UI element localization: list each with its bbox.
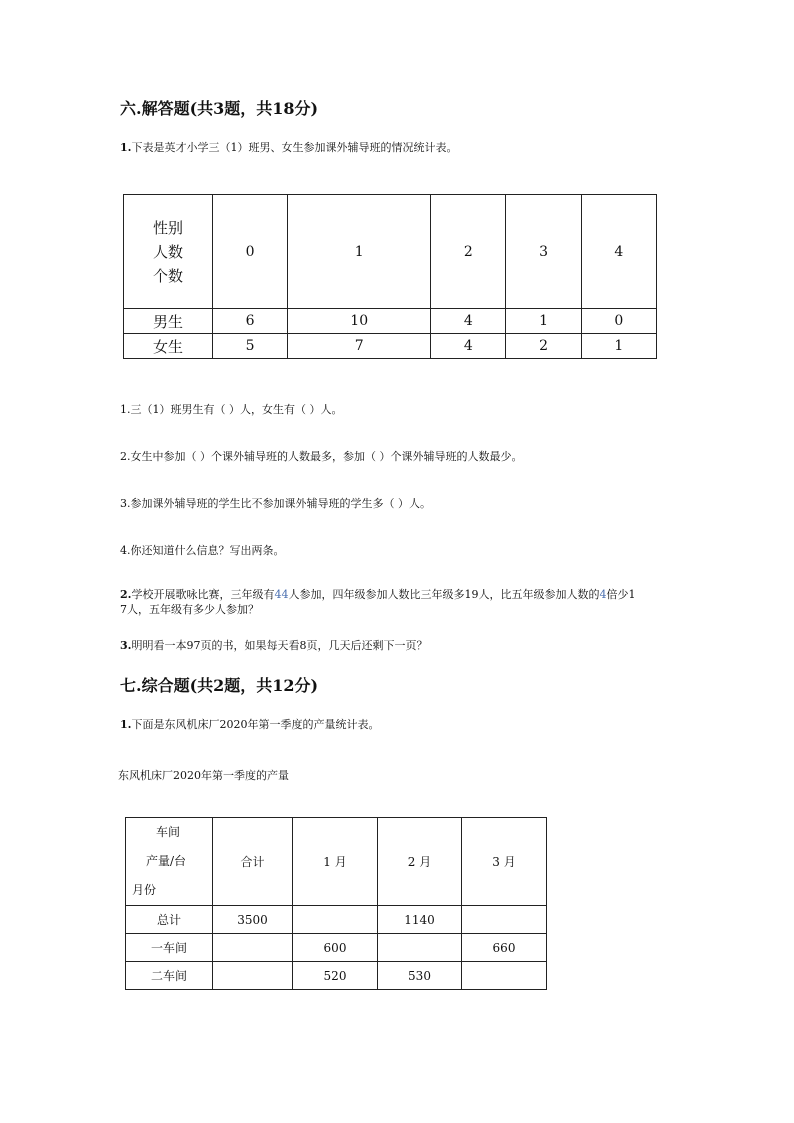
- table-cell: 6: [213, 309, 288, 334]
- row-label: 女生: [124, 334, 213, 359]
- table-cell: 600: [293, 934, 378, 962]
- column-header: 4: [581, 195, 656, 309]
- sub-question-2: 2.女生中参加（ ）个课外辅导班的人数最多，参加（ ）个课外辅导班的人数最少。: [120, 450, 523, 463]
- table-cell: 2: [506, 334, 581, 359]
- section-7-title: 七.综合题(共2题，共12分): [120, 676, 319, 695]
- table-caption: 东风机床厂2020年第一季度的产量: [118, 769, 289, 782]
- table-cell: 1: [506, 309, 581, 334]
- question-number: 1.: [120, 718, 132, 731]
- table-row: [124, 334, 657, 359]
- table-cell: [462, 906, 547, 934]
- table-cell: 10: [288, 309, 431, 334]
- column-header: 3: [506, 195, 581, 309]
- question-number: 2.: [120, 588, 132, 601]
- table-row: [126, 934, 547, 962]
- activity-stats-table: [123, 194, 657, 359]
- table-cell: [462, 962, 547, 990]
- question-6-2-line1: [120, 586, 635, 602]
- question-text: 下面是东风机床厂2020年第一季度的产量统计表。: [131, 718, 380, 731]
- question-7-1: [120, 716, 379, 732]
- sub-question-1: 1.三（1）班男生有（ ）人，女生有（ ）人。: [120, 403, 343, 416]
- table-cell: 1140: [378, 906, 462, 934]
- column-header: 0: [213, 195, 288, 309]
- production-stats-table: [125, 817, 547, 990]
- sub-question-4: 4.你还知道什么信息？写出两条。: [120, 544, 285, 557]
- column-header: 1: [288, 195, 431, 309]
- row-label: 二车间: [126, 962, 213, 990]
- corner-label: 性别: [152, 218, 183, 237]
- table-cell: 530: [378, 962, 462, 990]
- corner-label: 人数: [152, 242, 183, 261]
- corner-label: 产量/台: [146, 854, 187, 868]
- question-text: 下表是英才小学三（1）班男、女生参加课外辅导班的情况统计表。: [131, 141, 458, 154]
- header-corner-cell: [124, 195, 213, 309]
- table-cell: [213, 934, 293, 962]
- table-cell: 7: [288, 334, 431, 359]
- table-cell: [378, 934, 462, 962]
- question-text: 明明看一本97页的书，如果每天看8页，几天后还剩下一页？: [131, 639, 428, 652]
- question-number: 1.: [120, 141, 132, 154]
- highlight-number: 44: [274, 588, 289, 601]
- question-text: 人参加，四年级参加人数比三年级多19人，比五年级参加人数的: [288, 588, 600, 601]
- table-cell: [213, 962, 293, 990]
- column-header: 1 月: [293, 818, 378, 906]
- header-corner-cell: [126, 818, 213, 906]
- row-label: 一车间: [126, 934, 213, 962]
- table-cell: 520: [293, 962, 378, 990]
- table-cell: 3500: [213, 906, 293, 934]
- question-6-1: [120, 139, 457, 155]
- table-row: [126, 906, 547, 934]
- corner-label: 车间: [156, 825, 181, 839]
- row-label: 男生: [124, 309, 213, 334]
- corner-label: 个数: [152, 266, 183, 285]
- table-row: [126, 962, 547, 990]
- table-row: [124, 309, 657, 334]
- question-text: 学校开展歌咏比赛，三年级有: [131, 588, 275, 601]
- table-cell: [293, 906, 378, 934]
- table-cell: 0: [581, 309, 656, 334]
- question-number: 3.: [120, 639, 132, 652]
- question-6-2-line2: 7人，五年级有多少人参加？: [120, 603, 259, 616]
- corner-label: 月份: [132, 883, 157, 897]
- table-cell: 5: [213, 334, 288, 359]
- question-text: 倍少1: [606, 588, 636, 601]
- section-6-title: 六.解答题(共3题，共18分): [120, 99, 319, 118]
- column-header: 2 月: [378, 818, 462, 906]
- column-header: 2: [431, 195, 506, 309]
- table-header-row: [126, 818, 547, 906]
- highlight-number: 4: [599, 588, 607, 601]
- table-header-row: [124, 195, 657, 309]
- column-header: 3 月: [462, 818, 547, 906]
- table-cell: 660: [462, 934, 547, 962]
- row-label: 总计: [126, 906, 213, 934]
- table-cell: 4: [431, 309, 506, 334]
- table-cell: 4: [431, 334, 506, 359]
- sub-question-3: 3.参加课外辅导班的学生比不参加课外辅导班的学生多（ ）人。: [120, 497, 431, 510]
- table-cell: 1: [581, 334, 656, 359]
- question-6-3: [120, 637, 427, 653]
- column-header: 合计: [213, 818, 293, 906]
